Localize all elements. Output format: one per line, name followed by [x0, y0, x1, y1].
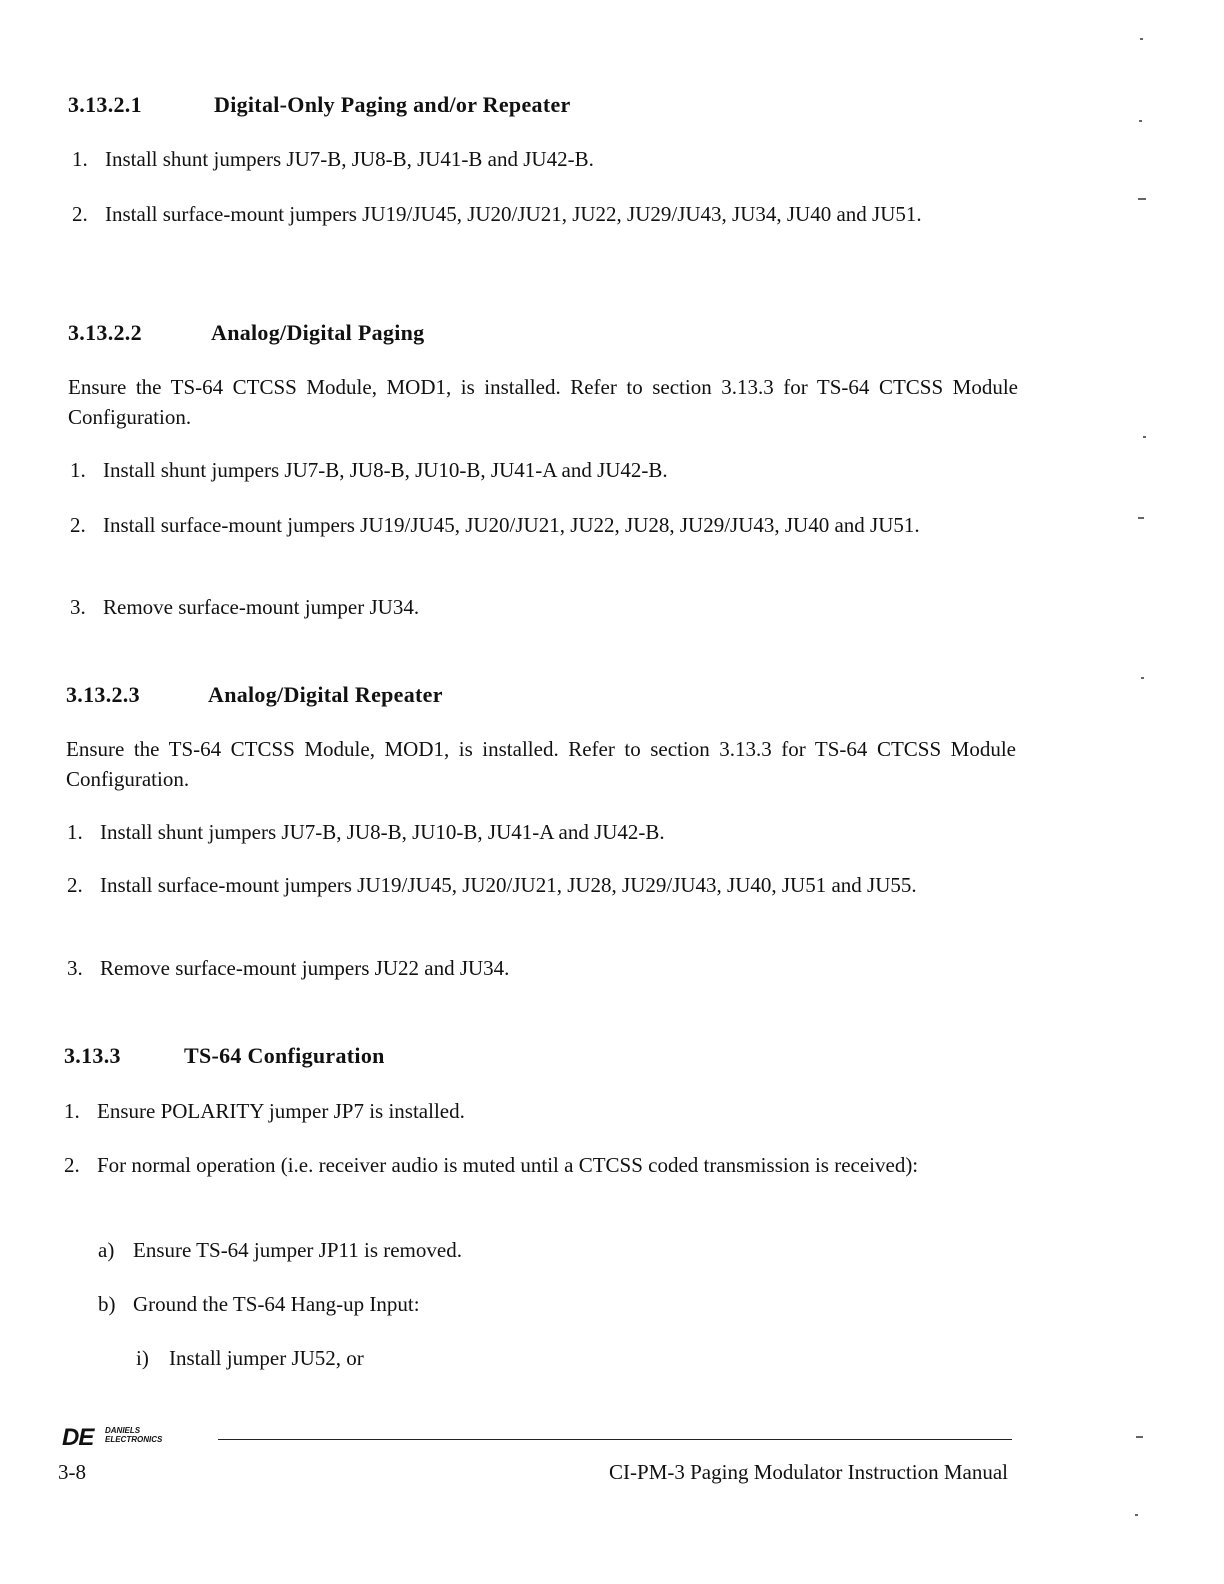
list-marker: 3.: [70, 595, 86, 619]
list-item-text: Install shunt jumpers JU7-B, JU8-B, JU41-B and JU42-B.: [105, 147, 594, 171]
section-title: Digital-Only Paging and/or Repeater: [214, 92, 571, 117]
footer-rule: [218, 1439, 1012, 1440]
scan-speck: [1136, 1436, 1143, 1438]
list-item-text: Ensure TS-64 jumper JP11 is removed.: [133, 1238, 462, 1262]
list-marker: 3.: [67, 956, 83, 980]
scan-speck: [1138, 517, 1144, 519]
list-item-text: Install shunt jumpers JU7-B, JU8-B, JU10-B, JU41-A and JU42-B.: [100, 820, 665, 844]
list-marker: a): [98, 1238, 115, 1262]
list-item-text: Install surface-mount jumpers JU19/JU45, JU20/JU21, JU22, JU29/JU43, JU34, JU40 and JU51.: [105, 202, 922, 226]
list-item-text: Ground the TS-64 Hang-up Input:: [133, 1292, 420, 1316]
list-marker: 2.: [67, 873, 83, 897]
list-marker: 1.: [64, 1099, 80, 1123]
logo-line-2: ELECTRONICS: [105, 1435, 163, 1444]
scan-speck: [1140, 38, 1143, 40]
list-item-text: Ensure POLARITY jumper JP7 is installed.: [97, 1099, 465, 1123]
section-title: Analog/Digital Repeater: [208, 682, 443, 707]
section-number: 3.13.2.2: [68, 320, 142, 345]
list-marker: 1.: [70, 458, 86, 482]
list-marker: 2.: [72, 202, 88, 226]
section-heading: [66, 682, 443, 708]
section-intro: Ensure the TS-64 CTCSS Module, MOD1, is installed. Refer to section 3.13.3 for TS-64 CTCSS Module Configuration.: [66, 737, 1016, 791]
scan-speck: [1143, 436, 1146, 438]
list-marker: b): [98, 1292, 116, 1316]
logo-wordmark: [105, 1426, 162, 1444]
page-number: 3-8: [58, 1460, 86, 1484]
logo-mark: DE: [62, 1424, 94, 1451]
section-number: 3.13.2.3: [66, 682, 140, 707]
list-item-text: Remove surface-mount jumpers JU22 and JU34.: [100, 956, 510, 980]
section-title: TS-64 Configuration: [184, 1043, 385, 1068]
list-item-text: Install jumper JU52, or: [169, 1346, 364, 1370]
list-item-text: Install surface-mount jumpers JU19/JU45, JU20/JU21, JU22, JU28, JU29/JU43, JU40 and JU51.: [103, 513, 920, 537]
manual-title: CI-PM-3 Paging Modulator Instruction Manual: [609, 1460, 1008, 1484]
section-title: Analog/Digital Paging: [211, 320, 425, 345]
scan-speck: [1139, 120, 1142, 122]
section-number: 3.13.2.1: [68, 92, 142, 117]
list-marker: 2.: [64, 1153, 80, 1177]
list-marker: 1.: [72, 147, 88, 171]
section-heading: [68, 92, 571, 118]
list-item-text: Install surface-mount jumpers JU19/JU45, JU20/JU21, JU28, JU29/JU43, JU40, JU51 and JU55.: [100, 873, 917, 897]
section-intro: Ensure the TS-64 CTCSS Module, MOD1, is installed. Refer to section 3.13.3 for TS-64 CTCSS Module Configuration.: [68, 375, 1018, 429]
list-item-text: Remove surface-mount jumper JU34.: [103, 595, 420, 619]
list-marker: i): [136, 1346, 149, 1370]
list-item-text: For normal operation (i.e. receiver audio is muted until a CTCSS coded transmission is received):: [97, 1153, 919, 1177]
logo-line-1: DANIELS: [105, 1426, 141, 1435]
scan-speck: [1138, 198, 1146, 200]
scan-speck: [1135, 1514, 1138, 1516]
scan-speck: [1141, 677, 1144, 679]
company-logo: [62, 1424, 163, 1452]
section-heading: [64, 1043, 385, 1069]
list-item-text: Install shunt jumpers JU7-B, JU8-B, JU10-B, JU41-A and JU42-B.: [103, 458, 668, 482]
list-marker: 1.: [67, 820, 83, 844]
list-marker: 2.: [70, 513, 86, 537]
section-number: 3.13.3: [64, 1043, 121, 1068]
section-heading: [68, 320, 425, 346]
